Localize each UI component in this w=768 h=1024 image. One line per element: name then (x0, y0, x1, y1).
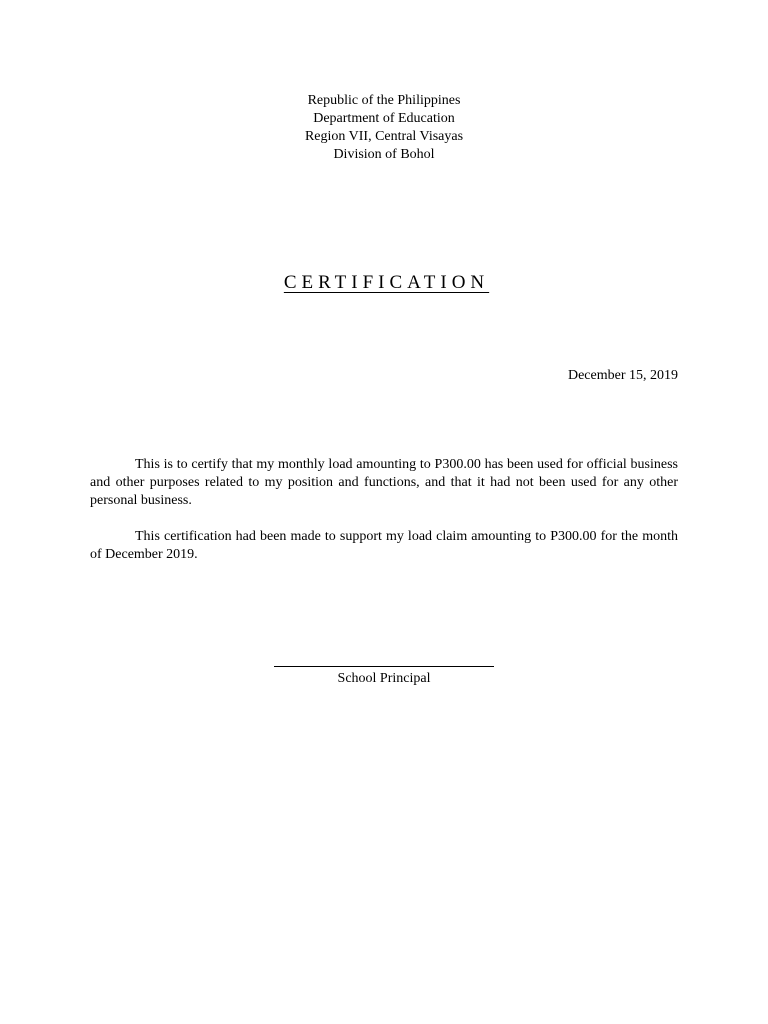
document-date: December 15, 2019 (567, 368, 678, 383)
document-title (0, 270, 768, 296)
letterhead-country: Republic of the Philippines (307, 93, 461, 108)
body-paragraph-1: This is to certify that my monthly load amounting to P300.00 has been used for official business and other purposes related to my position and functions, and that it had not been used for any other personal business. (90, 457, 678, 508)
signature-block (274, 652, 494, 688)
letterhead-region: Region VII, Central Visayas (304, 129, 464, 144)
document-body (90, 456, 678, 564)
signature-line (274, 652, 494, 667)
signatory-title: School Principal (337, 671, 431, 686)
document-title-text: CERTIFICATION (283, 272, 490, 293)
body-paragraph-2: This certification had been made to support my load claim amounting to P300.00 for the month of December 2019. (90, 529, 678, 562)
letterhead (0, 92, 768, 164)
letterhead-division: Division of Bohol (333, 147, 435, 162)
letterhead-department: Department of Education (313, 111, 455, 126)
